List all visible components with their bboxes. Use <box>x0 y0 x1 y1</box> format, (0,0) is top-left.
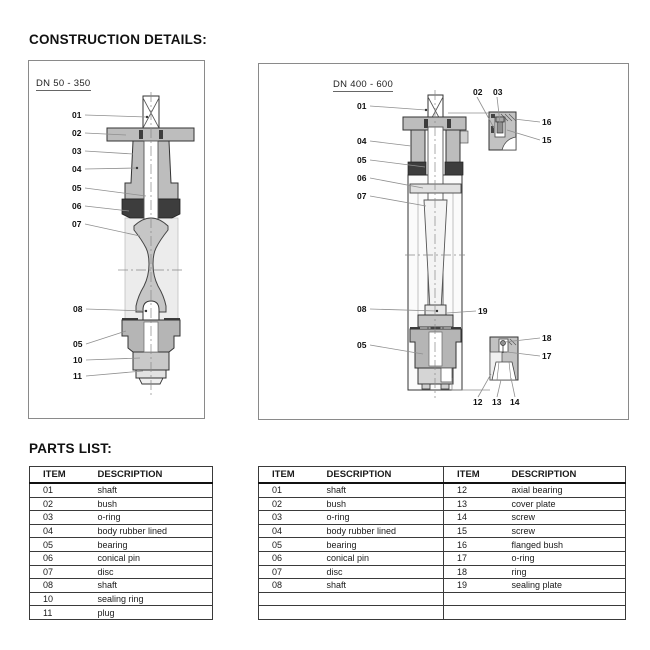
table-cell <box>499 592 626 606</box>
table-cell: 06 <box>30 551 85 565</box>
callout-06: 06 <box>72 201 82 211</box>
table-cell: 03 <box>259 511 314 525</box>
table-row <box>30 579 213 593</box>
construction-details-title: CONSTRUCTION DETAILS: <box>29 32 207 47</box>
table-row <box>30 551 213 565</box>
table-row <box>259 524 626 538</box>
table-cell: 12 <box>444 483 499 497</box>
callout-r05b: 05 <box>357 340 367 350</box>
table-cell: shaft <box>85 579 213 593</box>
table-cell: 04 <box>30 524 85 538</box>
diagram-box-dn50-350 <box>28 60 205 419</box>
table-cell: sealing ring <box>85 592 213 606</box>
table-cell: 10 <box>30 592 85 606</box>
table-cell: 11 <box>30 606 85 620</box>
table-cell: sealing plate <box>499 579 626 593</box>
table-cell: plug <box>85 606 213 620</box>
table-header-row <box>259 467 626 484</box>
callout-r19: 19 <box>478 306 488 316</box>
callout-r06: 06 <box>357 173 367 183</box>
callout-r01: 01 <box>357 101 367 111</box>
table-cell: 19 <box>444 579 499 593</box>
callout-r07: 07 <box>357 191 367 201</box>
table-cell: screw <box>499 524 626 538</box>
dn-range-label-left: DN 50 - 350 <box>36 78 91 89</box>
dn-range-label-right: DN 400 - 600 <box>333 79 394 90</box>
table-cell <box>314 592 444 606</box>
table-header-row <box>30 467 213 484</box>
callout-08: 08 <box>73 304 83 314</box>
table-cell: 18 <box>444 565 499 579</box>
callout-r18: 18 <box>542 333 552 343</box>
table-cell: o-ring <box>314 511 444 525</box>
callout-r13: 13 <box>492 397 502 407</box>
table-cell: body rubber lined <box>85 524 213 538</box>
table-cell: 15 <box>444 524 499 538</box>
table-cell: shaft <box>314 483 444 497</box>
callout-r08: 08 <box>357 304 367 314</box>
table-cell: body rubber lined <box>314 524 444 538</box>
table-cell: 16 <box>444 538 499 552</box>
callout-r15: 15 <box>542 135 552 145</box>
table-row <box>259 565 626 579</box>
table-row <box>30 606 213 620</box>
table-cell <box>499 606 626 620</box>
table-row <box>259 483 626 497</box>
table-row <box>259 606 626 620</box>
callout-05: 05 <box>72 183 82 193</box>
table-cell <box>259 592 314 606</box>
table-cell <box>444 592 499 606</box>
table-row <box>30 511 213 525</box>
table-cell: bearing <box>314 538 444 552</box>
table-cell: 01 <box>30 483 85 497</box>
table-row <box>30 538 213 552</box>
table-cell: screw <box>499 511 626 525</box>
table-cell: 07 <box>259 565 314 579</box>
table-cell: conical pin <box>314 551 444 565</box>
table-row <box>30 592 213 606</box>
table-cell: disc <box>85 565 213 579</box>
column-header-description-2: DESCRIPTION <box>499 467 626 484</box>
table-cell: 07 <box>30 565 85 579</box>
table-cell: 17 <box>444 551 499 565</box>
table-cell: 01 <box>259 483 314 497</box>
callout-01: 01 <box>72 110 82 120</box>
table-cell: o-ring <box>85 511 213 525</box>
column-header-description: DESCRIPTION <box>314 467 444 484</box>
column-header-item: ITEM <box>30 467 85 484</box>
table-cell: flanged bush <box>499 538 626 552</box>
table-cell: bearing <box>85 538 213 552</box>
callout-04: 04 <box>72 164 82 174</box>
table-cell: 04 <box>259 524 314 538</box>
table-row <box>259 592 626 606</box>
callout-r02: 02 <box>473 87 483 97</box>
callout-11: 11 <box>73 371 82 381</box>
table-cell: axial bearing <box>499 483 626 497</box>
table-cell: bush <box>314 497 444 511</box>
table-cell: 02 <box>259 497 314 511</box>
table-row <box>30 565 213 579</box>
table-row <box>30 483 213 497</box>
parts-table-right <box>258 466 626 620</box>
callout-02: 02 <box>72 128 82 138</box>
table-cell: bush <box>85 497 213 511</box>
table-row <box>30 497 213 511</box>
table-cell: 02 <box>30 497 85 511</box>
column-header-description: DESCRIPTION <box>85 467 213 484</box>
table-cell: shaft <box>85 483 213 497</box>
callout-10: 10 <box>73 355 83 365</box>
table-cell: 03 <box>30 511 85 525</box>
table-row <box>30 524 213 538</box>
table-row <box>259 497 626 511</box>
table-cell: 05 <box>30 538 85 552</box>
table-cell: conical pin <box>85 551 213 565</box>
table-row <box>259 551 626 565</box>
table-row <box>259 579 626 593</box>
table-row <box>259 511 626 525</box>
table-cell: cover plate <box>499 497 626 511</box>
table-cell: o-ring <box>499 551 626 565</box>
column-header-item-2: ITEM <box>444 467 499 484</box>
parts-list-title: PARTS LIST: <box>29 441 112 456</box>
callout-05b: 05 <box>73 339 83 349</box>
table-cell: 08 <box>30 579 85 593</box>
table-cell: shaft <box>314 579 444 593</box>
callout-r03: 03 <box>493 87 503 97</box>
table-cell <box>444 606 499 620</box>
callout-03: 03 <box>72 146 82 156</box>
table-cell: disc <box>314 565 444 579</box>
table-cell: 06 <box>259 551 314 565</box>
callout-r17: 17 <box>542 351 552 361</box>
table-cell: 13 <box>444 497 499 511</box>
table-cell: ring <box>499 565 626 579</box>
table-row <box>259 538 626 552</box>
table-cell: 08 <box>259 579 314 593</box>
table-cell <box>259 606 314 620</box>
callout-r16: 16 <box>542 117 552 127</box>
callout-r05: 05 <box>357 155 367 165</box>
column-header-item: ITEM <box>259 467 314 484</box>
table-cell: 05 <box>259 538 314 552</box>
table-cell <box>314 606 444 620</box>
diagram-box-dn400-600 <box>258 63 629 420</box>
table-cell: 14 <box>444 511 499 525</box>
callout-r14: 14 <box>510 397 520 407</box>
callout-r12: 12 <box>473 397 483 407</box>
callout-07: 07 <box>72 219 82 229</box>
parts-table-left <box>29 466 213 620</box>
callout-r04: 04 <box>357 136 367 146</box>
